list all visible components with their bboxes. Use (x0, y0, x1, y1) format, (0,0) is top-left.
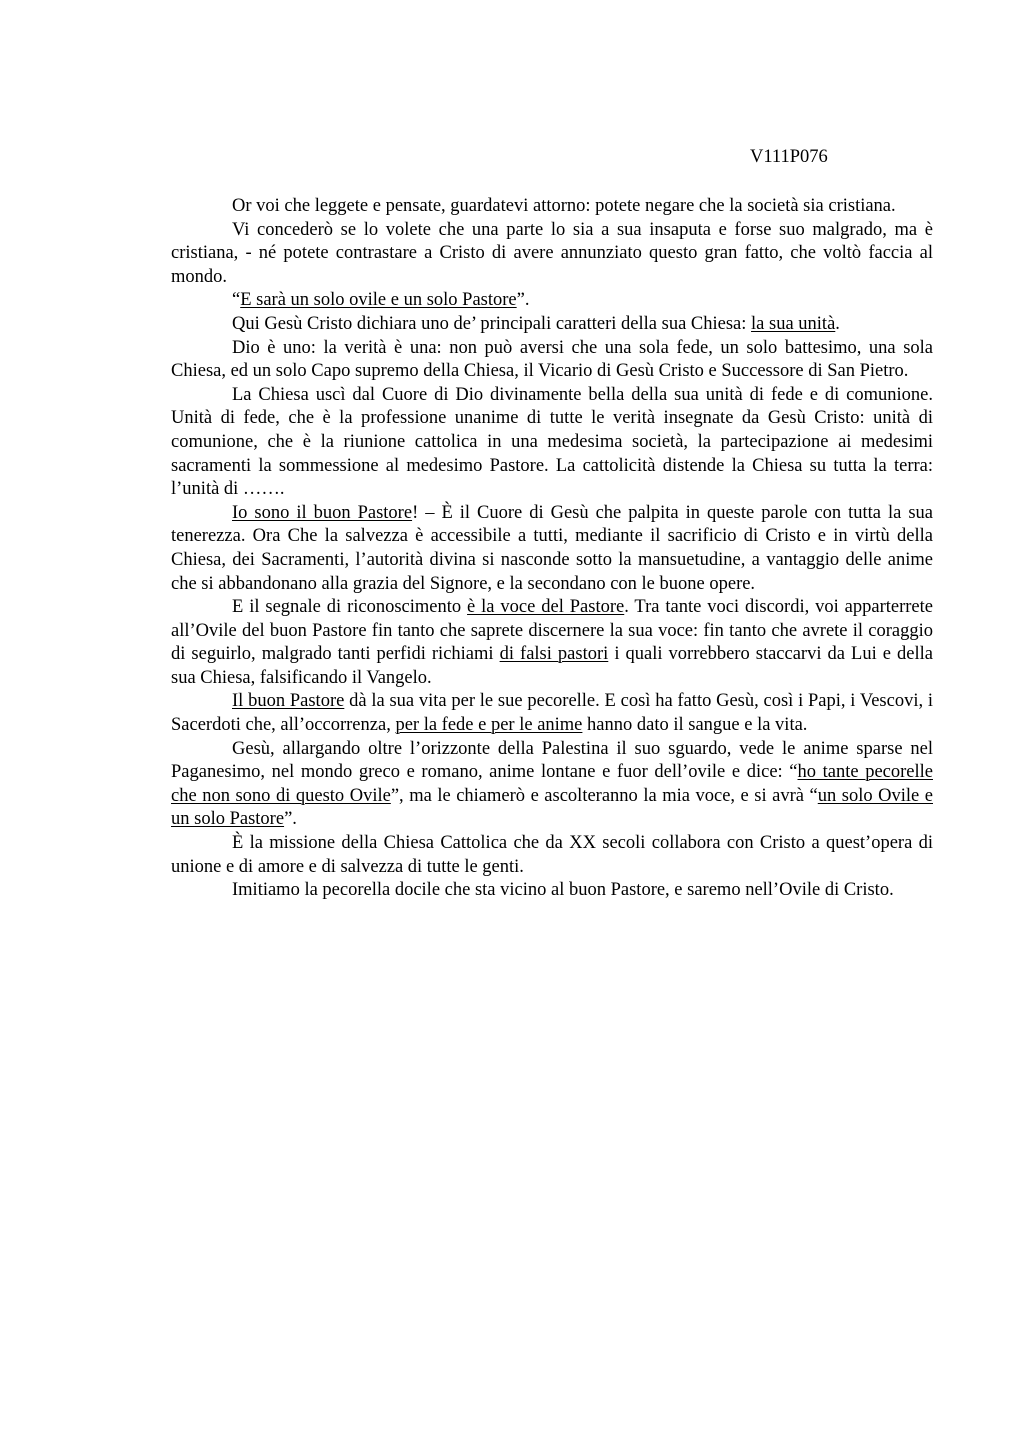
paragraph (171, 195, 933, 219)
text-segment: Vi concederò se lo volete che una parte lo sia a sua insaputa e forse suo malgrado, ma è cristiana, - né potete contrastare a Cristo di avere annunziato questo gran fatto, che voltò faccia al mondo. (171, 219, 933, 287)
document-body (171, 195, 933, 903)
text-segment: Imitiamo la pecorella docile che sta vicino al buon Pastore, e saremo nell’Ovile di Cristo. (232, 880, 894, 901)
text-segment: Or voi che leggete e pensate, guardatevi attorno: potete negare che la società sia cristiana. (232, 196, 896, 216)
text-segment: La Chiesa uscì dal Cuore di Dio divinamente bella della sua unità di fede e di comunione. Unità di fede, che è la professione unanime di tutte le verità insegnate da Gesù Cristo: unità di comunione, che è la riunione cattolica in una medesima società, la partecipazione ai medesimi sacramenti la sommessione al medesimo Pastore. La cattolicità distende la Chiesa su tutta la terra: l’unità di ……. (171, 384, 933, 500)
paragraph (171, 879, 933, 903)
page-identifier: V111P076 (750, 147, 828, 167)
paragraph (171, 219, 933, 290)
underlined-text: per la fede e per le anime (395, 715, 583, 736)
text-segment: hanno dato il sangue e la vita. (582, 715, 808, 736)
text-segment: ! – È il Cuore di Gesù che palpita in queste parole con tutta la sua tenerezza. Ora Che la salvezza è accessibile a tutti, mediante il sacrificio di Cristo e in virtù della Chiesa, dei Sacramenti, l’autorità divina si nasconde sotto la mansuetudine, a vantaggio delle anime che si abbandonano alla grazia del Signore, e la secondano con le buone opere. (171, 502, 933, 594)
underlined-text: E sarà un solo ovile e un solo Pastore (240, 290, 517, 311)
paragraph (171, 690, 933, 737)
text-segment: E il segnale di riconoscimento (232, 597, 468, 618)
text-segment: dà la sua vita per le sue pecorelle. E così ha fatto Gesù, così i Papi, i Vescovi, i Sacerdoti che, all’occorrenza, (171, 691, 933, 736)
paragraph (171, 337, 933, 384)
text-segment: Qui Gesù Cristo dichiara uno de’ principali caratteri della sua Chiesa: (232, 313, 752, 334)
text-segment: Dio è uno: la verità è una: non può aversi che una sola fede, un solo battesimo, una sola Chiesa, ed un solo Capo supremo della Chiesa, il Vicario di Gesù Cristo e Successore di San Pietro. (171, 337, 933, 382)
text-segment: ”. (284, 809, 297, 830)
text-segment: È la missione della Chiesa Cattolica che da XX secoli collabora con Cristo a quest’opera di unione e di amore e di salvezza di tutte le genti. (171, 833, 933, 877)
paragraph (171, 313, 933, 337)
paragraph (171, 502, 933, 596)
underlined-text: Il buon Pastore (232, 691, 345, 712)
underlined-text: Io sono il buon Pastore (232, 502, 413, 523)
underlined-text: di falsi pastori (499, 644, 609, 665)
text-segment: i quali vorrebbero staccarvi da Lui e della sua Chiesa, falsificando il Vangelo. (171, 644, 933, 688)
paragraph (171, 384, 933, 502)
underlined-text: la sua unità (751, 313, 836, 334)
text-segment: ”, ma le chiamerò e ascolteranno la mia voce, e si avrà “ (390, 785, 818, 806)
text-segment: . Tra tante voci discordi, voi apparterrete all’Ovile del buon Pastore fin tanto che saprete discernere la sua voce: fin tanto che avrete il coraggio di seguirlo, malgrado tanti perfidi richiami (171, 597, 933, 665)
underlined-text: ho tante pecorelle che non sono di questo Ovile (171, 762, 933, 806)
text-segment: “ (232, 290, 241, 311)
paragraph (171, 832, 933, 879)
text-segment: ”. (516, 290, 530, 311)
text-segment: . (835, 313, 840, 334)
underlined-text: un solo Ovile e un solo Pastore (171, 785, 933, 830)
paragraph (171, 289, 933, 313)
paragraph (171, 738, 933, 832)
text-segment: Gesù, allargando oltre l’orizzonte della Palestina il suo sguardo, vede le anime sparse nel Paganesimo, nel mondo greco e romano, anime lontane e fuor dell’ovile e dice: “ (171, 738, 933, 783)
paragraph (171, 596, 933, 690)
underlined-text: è la voce del Pastore (467, 597, 625, 618)
